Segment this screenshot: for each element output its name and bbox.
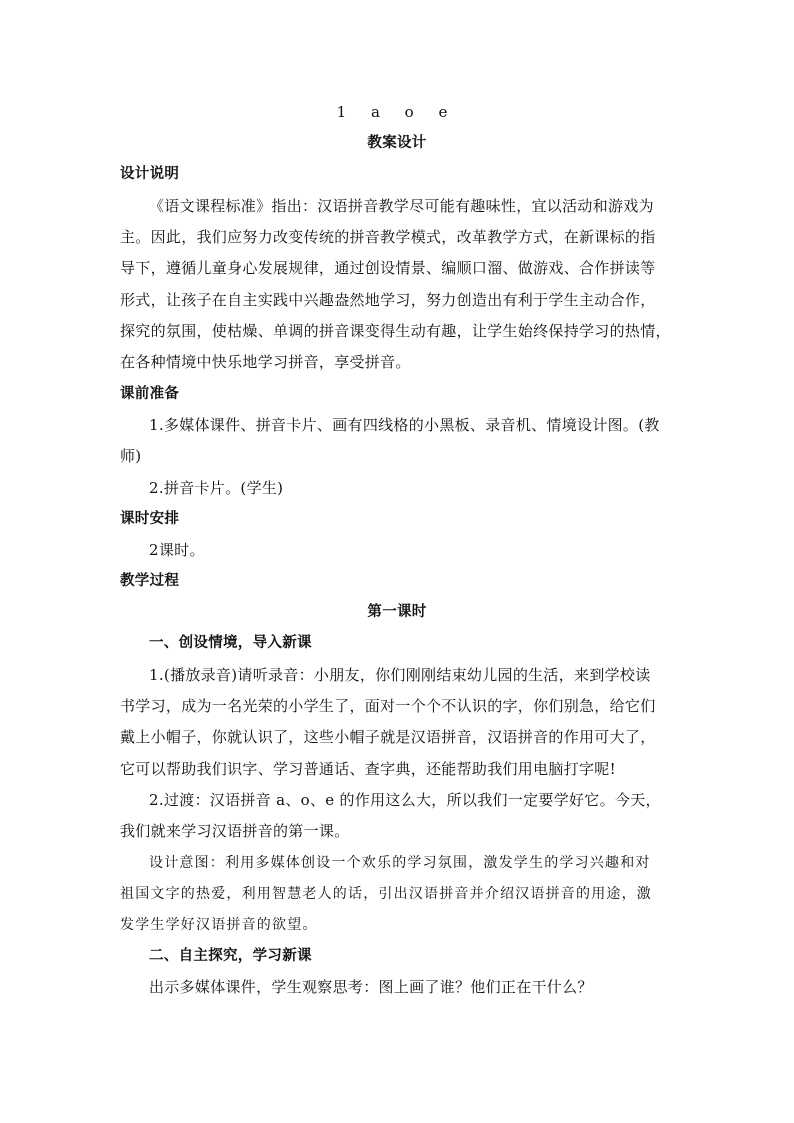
lesson-title: 1 a o e xyxy=(336,103,458,121)
section-heading-design-notes: 设计说明 xyxy=(120,166,180,182)
paragraph-line: 主。因此，我们应努力改变传统的拼音教学模式，改革教学方式，在新课标的指 xyxy=(120,228,656,246)
paragraph-line: 在各种情境中快乐地学习拼音，享受拼音。 xyxy=(120,353,411,371)
paragraph-line: 形式，让孩子在自主实践中兴趣盎然地学习，努力创造出有利于学生主动合作， xyxy=(120,291,656,309)
paragraph-line: 1.(播放录音)请听录音：小朋友，你们刚刚结束幼儿园的生活，来到学校读 xyxy=(149,666,651,684)
lesson-period-title: 第一课时 xyxy=(367,604,427,620)
design-intent-line: 祖国文字的热爱，利用智慧老人的话，引出汉语拼音并介绍汉语拼音的用途，激 xyxy=(120,886,652,902)
document-subtitle: 教案设计 xyxy=(367,135,427,151)
list-item-line: 2.拼音卡片。(学生) xyxy=(149,479,284,497)
section-heading-preparation: 课前准备 xyxy=(120,386,180,402)
section-heading-process: 教学过程 xyxy=(120,573,180,589)
section-heading-schedule: 课时安排 xyxy=(120,511,180,527)
paragraph-line: 它可以帮助我们识字、学习普通话、查字典，还能帮助我们用电脑打字呢! xyxy=(120,760,616,778)
paragraph-line: 戴上小帽子，你就认识了，这些小帽子就是汉语拼音，汉语拼音的作用可大了， xyxy=(120,728,656,746)
design-intent-line: 设计意图：利用多媒体创设一个欢乐的学习氛围，激发学生的学习兴趣和对 xyxy=(149,855,651,871)
list-item-line: 师) xyxy=(120,447,142,465)
paragraph-line: 我们就来学习汉语拼音的第一课。 xyxy=(120,822,350,840)
paragraph-line: 《语文课程标准》指出：汉语拼音教学尽可能有趣味性，宜以活动和游戏为 xyxy=(149,197,654,215)
paragraph-line: 书学习，成为一名光荣的小学生了，面对一个个不认识的字，你们别急，给它们 xyxy=(120,697,656,715)
part-heading-introduction: 一、创设情境，导入新课 xyxy=(149,635,312,651)
list-item-line: 1.多媒体课件、拼音卡片、画有四线格的小黑板、录音机、情境设计图。(教 xyxy=(149,416,660,434)
paragraph-line: 导下，遵循儿童身心发展规律，通过创设情景、编顺口溜、做游戏、合作拼读等 xyxy=(120,259,656,277)
paragraph-line: 探究的氛围，使枯燥、单调的拼音课变得生动有趣，让学生始终保持学习的热情， xyxy=(120,322,671,340)
paragraph-line: 2.过渡：汉语拼音 a、o、e 的作用这么大，所以我们一定要学好它。今天， xyxy=(149,791,661,809)
schedule-text: 2课时。 xyxy=(149,541,205,559)
part-heading-exploration: 二、自主探究，学习新课 xyxy=(149,948,312,964)
paragraph-line: 出示多媒体课件，学生观察思考：图上画了谁？他们正在干什么？ xyxy=(149,978,593,996)
design-intent-line: 发学生学好汉语拼音的欲望。 xyxy=(120,917,318,933)
